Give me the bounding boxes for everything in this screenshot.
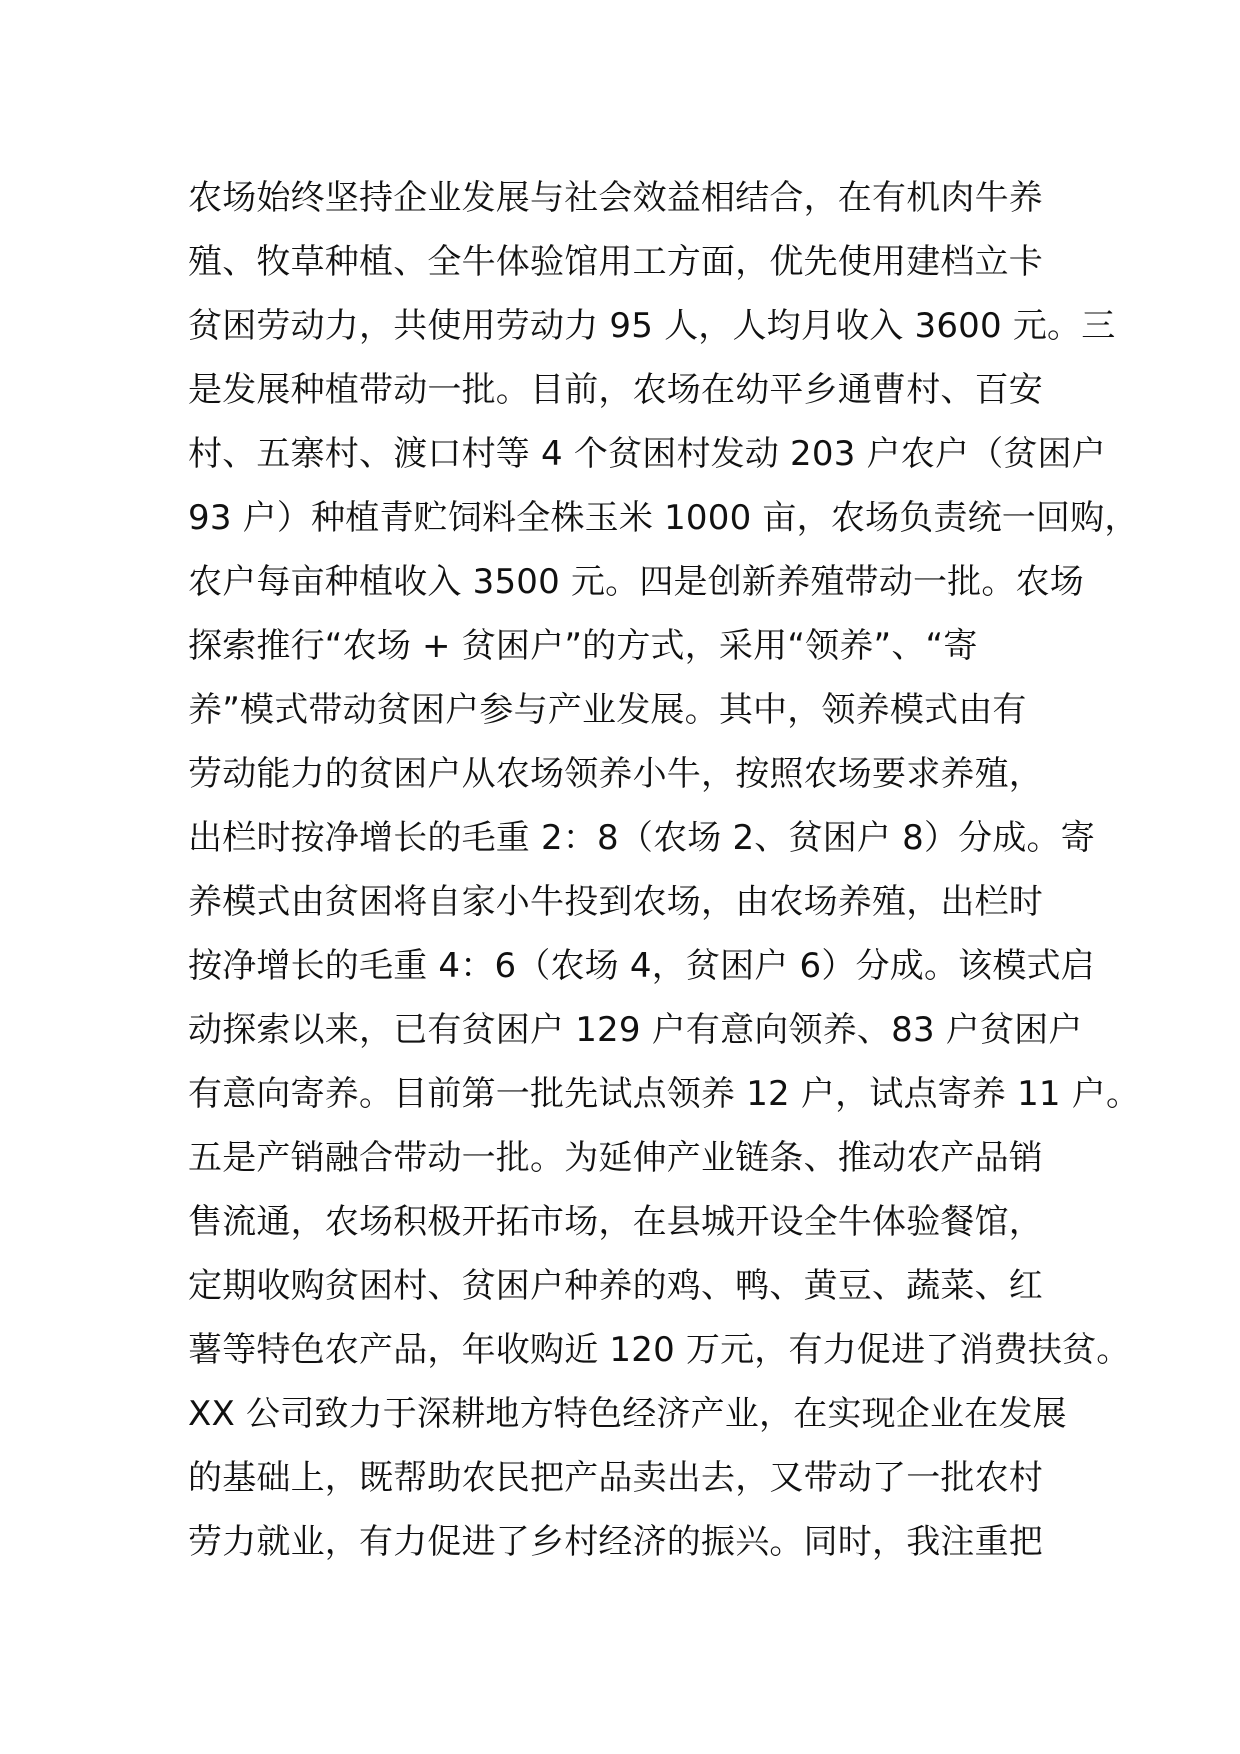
text-line: 有意向寄养。目前第一批先试点领养 12 户，试点寄养 11 户。	[188, 1074, 1141, 1114]
text-line: 动探索以来，已有贫困户 129 户有意向领养、83 户贫困户	[188, 1010, 1083, 1050]
text-line: 劳动能力的贫困户从农场领养小牛，按照农场要求养殖，	[188, 754, 1043, 794]
text-line: 定期收购贫困村、贫困户种养的鸡、鸭、黄豆、蔬菜、红	[188, 1266, 1043, 1306]
text-line: 村、五寨村、渡口村等 4 个贫困村发动 203 户农户（贫困户	[188, 434, 1106, 474]
text-line: 农户每亩种植收入 3500 元。四是创新养殖带动一批。农场	[188, 562, 1084, 602]
text-line: 出栏时按净增长的毛重 2：8（农场 2、贫困户 8）分成。寄	[188, 818, 1095, 858]
text-line: XX 公司致力于深耕地方特色经济产业，在实现企业在发展	[188, 1394, 1067, 1434]
text-line: 93 户）种植青贮饲料全株玉米 1000 亩，农场负责统一回购，	[188, 498, 1139, 538]
body-text	[188, 166, 1141, 1574]
text-line: 探索推行“农场 + 贫困户”的方式，采用“领养”、“寄	[188, 626, 978, 666]
text-line: 的基础上，既帮助农民把产品卖出去，又带动了一批农村	[188, 1458, 1043, 1498]
text-line: 农场始终坚持企业发展与社会效益相结合，在有机肉牛养	[188, 178, 1043, 218]
text-line: 是发展种植带动一批。目前，农场在幼平乡通曹村、百安	[188, 370, 1043, 410]
text-line: 薯等特色农产品，年收购近 120 万元，有力促进了消费扶贫。	[188, 1330, 1131, 1370]
text-line: 五是产销融合带动一批。为延伸产业链条、推动农产品销	[188, 1138, 1043, 1178]
text-line: 贫困劳动力，共使用劳动力 95 人，人均月收入 3600 元。三	[188, 306, 1116, 346]
text-line: 养”模式带动贫困户参与产业发展。其中，领养模式由有	[188, 690, 1027, 730]
text-line: 按净增长的毛重 4：6（农场 4，贫困户 6）分成。该模式启	[188, 946, 1095, 986]
text-line: 殖、牧草种植、全牛体验馆用工方面，优先使用建档立卡	[188, 242, 1043, 282]
text-line: 养模式由贫困将自家小牛投到农场，由农场养殖，出栏时	[188, 882, 1043, 922]
text-line: 劳力就业，有力促进了乡村经济的振兴。同时，我注重把	[188, 1522, 1043, 1562]
text-line: 售流通，农场积极开拓市场，在县城开设全牛体验餐馆，	[188, 1202, 1043, 1242]
